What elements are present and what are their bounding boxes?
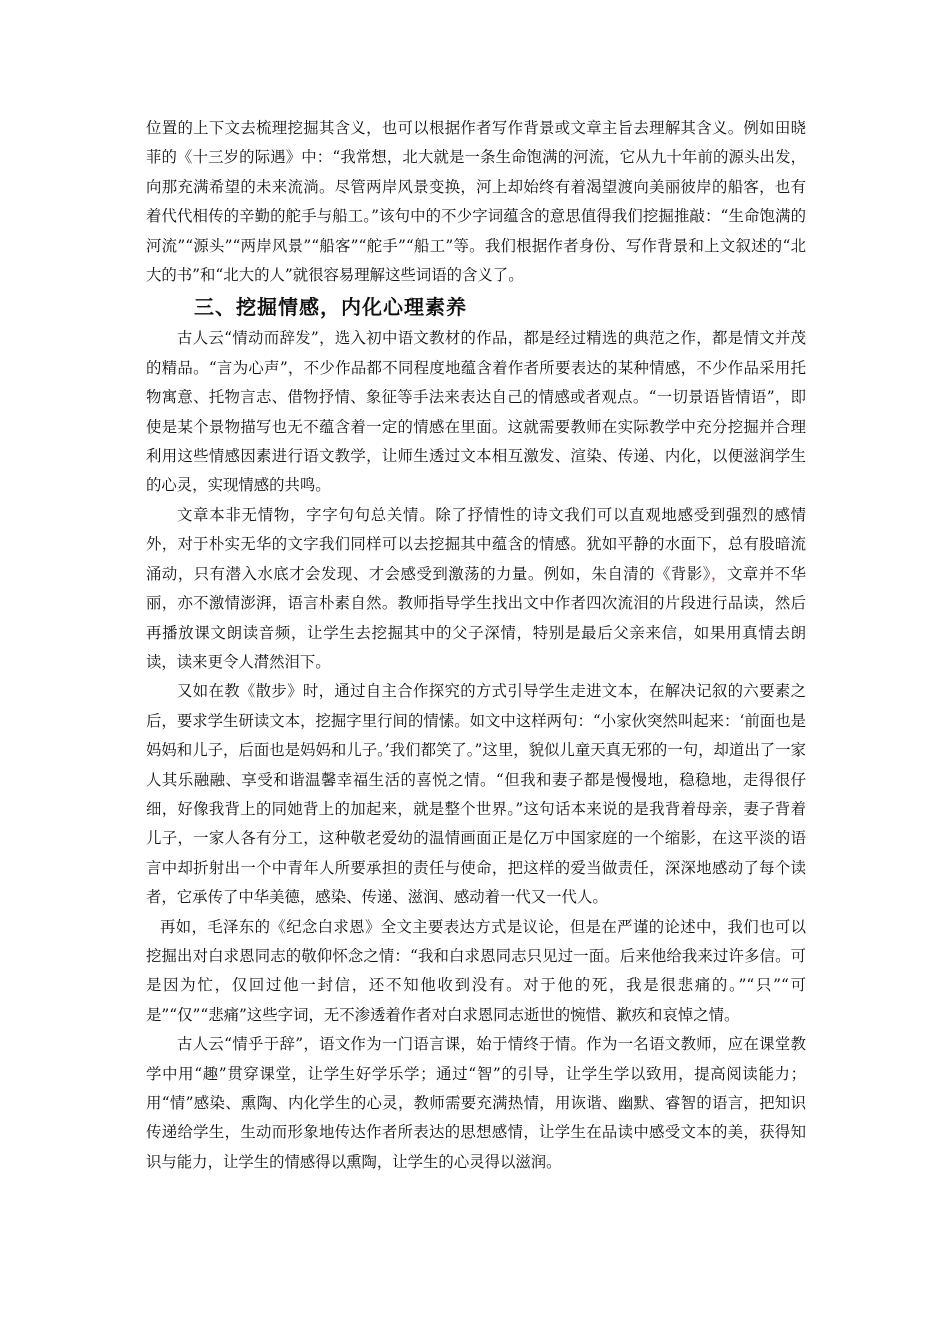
paragraph-conclusion: 古人云“情乎于辞”，语文作为一门语言课，始于情终于情。作为一名语文教师，应在课堂教学中用“趣”贯穿课堂，让学生好学乐学；通过“智”的引导，让学生学以致用，提高阅读能力；用“情”感染、熏陶、内化学生的心灵，教师需要充满热情，用诙谐、幽默、睿智的语言，把知识传递给学生，生动而形象地传达作者所表达的思想感情，让学生在品读中感受文本的美，获得知识与能力，让学生的情感得以熏陶，让学生的心灵得以滋润。 <box>146 1035 806 1171</box>
paragraph-bethune: 再如，毛泽东的《纪念白求恩》全文主要表达方式是议论，但是在严谨的论述中，我们也可以挖掘出对白求恩同志的敬仰怀念之情：“我和白求恩同志只见过一面。后来他给我来过许多信。可是因为忙，仅回过他一封信，还不知他收到没有。对于他的死，我是很悲痛的。”“只”“可是”“仅”“悲痛”这些字词，无不渗透着作者对白求恩同志逝世的惋惜、歉疚和哀悼之情。 <box>146 917 806 1024</box>
paragraph-beiying-part-b: 文章并不华丽，亦不激情澎湃，语言朴素自然。教师指导学生找出文中作者四次流泪的片段进行品读，然后再播放课文朗读音频，让学生去挖掘其中的父子深情，特别是最后父亲来信，如果用真情去朗读，读来更令人潸然泪下。 <box>146 564 806 671</box>
section-heading: 三、挖掘情感，内化心理素养 <box>194 295 467 320</box>
paragraph-continuation: 位置的上下文去梳理挖掘其含义，也可以根据作者写作背景或文章主旨去理解其含义。例如田晓菲的《十三岁的际遇》中：“我常想，北大就是一条生命饱满的河流，它从九十年前的源头出发，向那充满希望的未来流淌。尽管两岸风景变换，河上却始终有着渴望渡向美丽彼岸的船客，也有着代代相传的辛勤的舵手与船工。”该句中的不少字词蕴含的意思值得我们挖掘推敲：“生命饱满的河流”“源头”“两岸风景”“船客”“舵手”“船工”等。我们根据作者身份、写作背景和上文叙述的“北大的书”和“北大的人”就很容易理解这些词语的含义了。 <box>146 119 806 285</box>
paragraph-sanbu: 又如在教《散步》时，通过自主合作探究的方式引导学生走进文本，在解决记叙的六要素之后，要求学生研读文本，挖掘字里行间的情愫。如文中这样两句：“小家伙突然叫起来：‘前面也是妈妈和儿子，后面也是妈妈和儿子。’我们都笑了。”这里，貌似儿童天真无邪的一句，却道出了一家人其乐融融、享受和谐温馨幸福生活的喜悦之情。“但我和妻子都是慢慢地，稳稳地，走得很仔细，好像我背上的同她背上的加起来，就是整个世界。”这句话本来说的是我背着母亲，妻子背着儿子，一家人各有分工，这种敬老爱幼的温情画面正是亿万中国家庭的一个缩影，在这平淡的语言中却折射出一个中青年人所要承担的责任与使命，把这样的爱当做责任，深深地感动了每个读者，它承传了中华美德，感染、传递、滋润、感动着一代又一代人。 <box>146 682 806 907</box>
paragraph-emotion-intro: 古人云“情动而辞发”，选入初中语文教材的作品，都是经过精选的典范之作，都是情文并茂的精品。“言为心声”，不少作品都不同程度地蕴含着作者所要表达的某种情感，不少作品采用托物寓意、托物言志、借物抒情、象征等手法来表达自己的情感或者观点。“一切景语皆情语”，即使是某个景物描写也无不蕴含着一定的情感在里面。这就需要教师在实际教学中充分挖掘并合理利用这些情感因素进行语文教学，让师生透过文本相互激发、渲染、传递、内化，以便滋润学生的心灵，实现情感的共鸣。 <box>146 329 806 495</box>
paragraph-beiying-part-a: 文章本非无情物，字字句句总关情。除了抒情性的诗文我们可以直观地感受到强烈的感情外，对于朴实无华的文字我们同样可以去挖掘其中蕴含的情感。犹如平静的水面下，总有股暗流涌动，只有潜入水底才会发现、才会感受到激荡的力量。例如，朱自清的《背影》 <box>146 505 806 583</box>
highlighted-comma: ， <box>711 564 727 583</box>
paragraph-beiying <box>146 501 806 677</box>
document-body <box>146 114 806 1177</box>
